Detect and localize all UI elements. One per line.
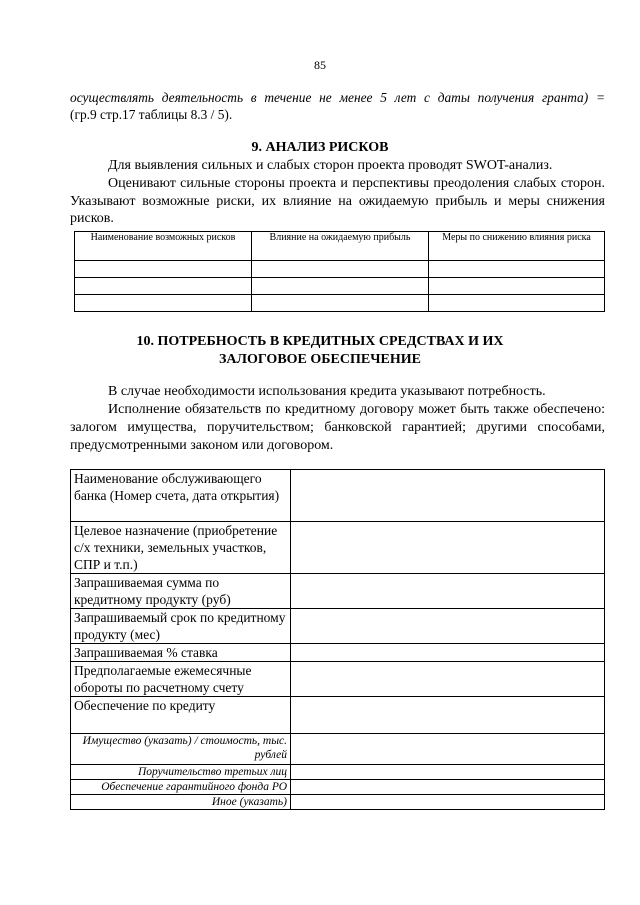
credit-row-value[interactable] (291, 662, 605, 697)
credit-table-row (71, 470, 605, 522)
credit-row-value[interactable] (291, 644, 605, 662)
credit-table-row (71, 644, 605, 662)
intro-rest: (гр.9 стр.17 таблицы 8.3 / 5). (70, 107, 233, 122)
credit-row-value[interactable] (291, 470, 605, 522)
risk-table-row (75, 278, 605, 295)
risk-table-header: Влияние на ожидаемую прибыль (252, 232, 429, 261)
risk-table-header: Наименование возможных рисков (75, 232, 252, 261)
credit-row-label: Обеспечение по кредиту (71, 697, 291, 734)
credit-subrow-label: Обеспечение гарантийного фонда РО (71, 780, 291, 795)
credit-row-label: Целевое назначение (приобретение с/х техники, земельных участков, СПР и т.п.) (71, 522, 291, 574)
section-10-title-line-1: 10. ПОТРЕБНОСТЬ В КРЕДИТНЫХ СРЕДСТВАХ И ИХ (136, 334, 504, 349)
credit-table-row (71, 697, 605, 734)
credit-row-value[interactable] (291, 609, 605, 644)
risk-table-cell[interactable] (252, 278, 429, 295)
credit-table-subrow (71, 780, 605, 795)
credit-table-row (71, 609, 605, 644)
credit-table (70, 469, 605, 810)
credit-row-label: Запрашиваемая сумма по кредитному продукту (руб) (71, 574, 291, 609)
credit-row-value[interactable] (291, 765, 605, 780)
credit-row-value[interactable] (291, 795, 605, 810)
credit-row-value[interactable] (291, 574, 605, 609)
risk-table-row (75, 295, 605, 312)
credit-row-label: Наименование обслуживающего банка (Номер счета, дата открытия) (71, 470, 291, 522)
credit-subrow-label: Поручительство третьих лиц (71, 765, 291, 780)
risk-table-cell[interactable] (252, 295, 429, 312)
credit-row-value[interactable] (291, 780, 605, 795)
risk-table-row (75, 261, 605, 278)
risk-table (74, 231, 605, 312)
section-10-title-line-2: ЗАЛОГОВОЕ ОБЕСПЕЧЕНИЕ (219, 352, 421, 367)
section-10-title (0, 333, 640, 369)
risk-table-header: Меры по снижению влияния риска (429, 232, 605, 261)
credit-row-value[interactable] (291, 522, 605, 574)
section-10-paragraph-1: В случае необходимости использования кредита указывают потребность. (108, 384, 546, 399)
risk-table-cell[interactable] (252, 261, 429, 278)
risk-table-header-row (75, 232, 605, 261)
risk-table-cell[interactable] (429, 295, 605, 312)
credit-row-value[interactable] (291, 734, 605, 765)
credit-row-label: Предполагаемые ежемесячные обороты по расчетному счету (71, 662, 291, 697)
credit-row-label: Запрашиваемый срок по кредитному продукту (мес) (71, 609, 291, 644)
risk-table-cell[interactable] (429, 278, 605, 295)
section-9-paragraph-1: Для выявления сильных и слабых сторон проекта проводят SWOT-анализ. (108, 158, 553, 173)
credit-row-label: Запрашиваемая % ставка (71, 644, 291, 662)
section-10-paragraph-2: Исполнение обязательств по кредитному договору может быть также обеспечено: залогом имущества, поручительством; банковской гарантией; другими способами, предусмотренными законом или договором. (70, 402, 605, 453)
page-number: 85 (314, 58, 326, 72)
credit-row-value[interactable] (291, 697, 605, 734)
risk-table-cell[interactable] (429, 261, 605, 278)
section-9-title: 9. АНАЛИЗ РИСКОВ (251, 140, 389, 155)
credit-table-subrow (71, 795, 605, 810)
credit-table-row (71, 662, 605, 697)
credit-subrow-label: Иное (указать) (71, 795, 291, 810)
credit-subrow-label: Имущество (указать) / стоимость, тыс. рублей (71, 734, 291, 765)
intro-italic-line: осуществлять деятельность в течение не менее 5 лет с даты получения гранта) = (70, 90, 605, 105)
credit-table-subrow (71, 765, 605, 780)
risk-table-cell[interactable] (75, 278, 252, 295)
section-9-paragraph-2: Оценивают сильные стороны проекта и перспективы преодоления слабых сторон. Указывают возможные риски, их влияние на ожидаемую прибыль и меры снижения рисков. (70, 176, 605, 226)
credit-table-row (71, 574, 605, 609)
risk-table-cell[interactable] (75, 261, 252, 278)
risk-table-cell[interactable] (75, 295, 252, 312)
credit-table-row (71, 522, 605, 574)
credit-table-subrow (71, 734, 605, 765)
